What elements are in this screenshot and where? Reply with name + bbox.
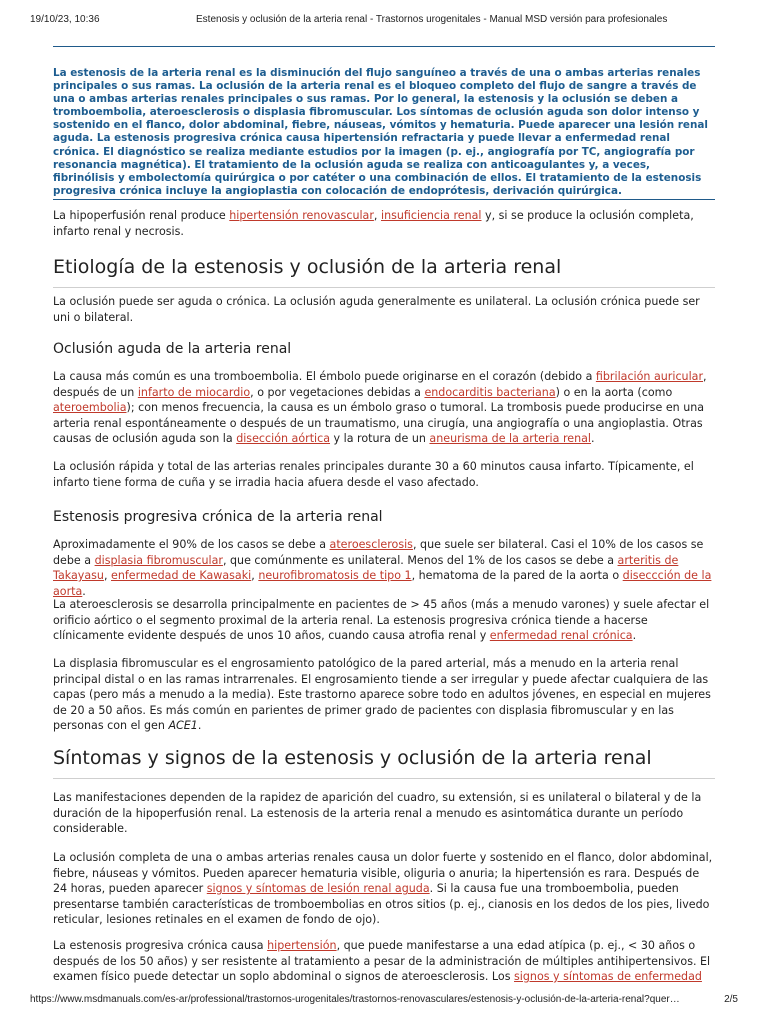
link-enfermedad-kawasaki[interactable]: enfermedad de Kawasaki xyxy=(111,569,252,582)
text: ) o en la aorta (como xyxy=(555,385,673,399)
text: y, si se produce la oclusión completa, infarto renal y necrosis. xyxy=(53,209,694,238)
oclusion-aguda-infarto xyxy=(53,459,715,490)
text: , xyxy=(103,569,112,582)
text: La ateroesclerosis se desarrolla principalmente en pacientes de > 45 años (más a menudo varones) y suele afectar el orificio aórtico o el segmento proximal de la arteria renal. La estenosis progresiva crónica tiende a hacerse clínicamente evidente después de unos 10 años, cuando causa atrofia renal y xyxy=(53,598,710,642)
text: . xyxy=(197,719,202,732)
section-sintomas xyxy=(53,746,715,779)
link-enfermedad-renal-cronica[interactable]: enfermedad renal crónica xyxy=(489,629,633,642)
displasia-paragraph xyxy=(53,656,715,734)
gene-name: ACE1 xyxy=(168,719,198,732)
link-ateroembolia[interactable]: ateroembolia xyxy=(53,401,127,414)
paragraph: La oclusión rápida y total de las arterias renales principales durante 30 a 60 minutos causa infarto. Típicamente, el infarto tiene forma de cuña y se irradia hacia afuera desde el vaso afectado. xyxy=(53,460,694,489)
intro-paragraph xyxy=(53,208,715,239)
link-hipertension-renovascular[interactable]: hipertensión renovascular xyxy=(229,209,374,222)
text: La displasia fibromuscular es el engrosamiento patológico de la pared arterial, más a menudo en la arteria renal principal distal o en las ramas intrarrenales. El engrosamiento tiende a ser irregular y puede afectar cualquiera de las capas (pero más a menudo a la media). Este trastorno aparece sobre todo en adultos jóvenes, en especial en mujeres de 20 a 50 años. Es más común en parientes de primer grado de pacientes con displasia fibromuscular y en las personas con el gen xyxy=(53,657,711,732)
text: , que suele ser bilateral. Casi el 10% de los casos se debe a xyxy=(53,538,704,567)
print-title: Estenosis y oclusión de la arteria renal - Trastornos urogenitales - Manual MSD versión para profesionales xyxy=(196,14,668,25)
text: La estenosis progresiva crónica causa xyxy=(53,939,268,952)
summary-text: La estenosis de la arteria renal es la disminución del flujo sanguíneo a través de una o ambas arterias renales principales o sus ramas. La oclusión de la arteria renal es el bloqueo completo del flujo de sangre a través de una o ambas arterias renales principales o sus ramas. Por lo general, la estenosis y la oclusión se deben a tromboembolia, ateroesclerosis o displasia fibromuscular. Los síntomas de oclusión aguda son dolor intenso y sostenido en el flanco, dolor abdominal, fiebre, náuseas, vómitos y hematuria. Puede aparecer una lesión renal aguda. La estenosis progresiva crónica causa hipertensión refractaria y puede llevar a enfermedad renal crónica. El diagnóstico se realiza mediante estudios por la imagen (p. ej., angiografía por TC, angiografía por resonancia magnética). El tratamiento de la oclusión aguda se realiza con anticoagulantes y, a veces, fibrinólisis y embolectomía quirúrgica o por catéter o una combinación de ellos. El tratamiento de la estenosis progresiva crónica incluye la angioplastia con colocación de endoprótesis, derivación quirúrgica. xyxy=(53,67,708,197)
sintomas-intro xyxy=(53,790,715,837)
link-displasia-fibromuscular[interactable]: displasia fibromuscular xyxy=(94,553,223,567)
ateroesclerosis-paragraph xyxy=(53,597,715,644)
link-aneurisma-arteria-renal[interactable]: aneurisma de la arteria renal xyxy=(429,432,592,445)
page-number: 2/5 xyxy=(724,994,738,1005)
text: La causa más común es una tromboembolia. El émbolo puede originarse en el corazón (debido a xyxy=(53,370,596,383)
paragraph: Las manifestaciones dependen de la rapidez de aparición del cuadro, su extensión, si es unilateral o bilateral y de la duración de la hipoperfusión renal. La estenosis de la arteria renal a menudo es asintomática durante un período considerable. xyxy=(53,791,702,835)
link-neurofibromatosis[interactable]: neurofibromatosis de tipo 1 xyxy=(258,569,412,582)
link-arteritis-takayasu[interactable]: arteritis de Takayasu xyxy=(53,553,679,582)
paragraph: La oclusión puede ser aguda o crónica. La oclusión aguda generalmente es unilateral. La oclusión crónica puede ser uni o bilateral. xyxy=(53,295,700,324)
link-infarto-miocardio[interactable]: infarto de miocardio xyxy=(137,385,251,399)
link-insuficiencia-renal[interactable]: insuficiencia renal xyxy=(380,209,482,222)
link-hipertension[interactable]: hipertensión xyxy=(267,939,337,952)
text: , hematoma de la pared de la aorta o xyxy=(411,569,623,582)
section-heading: Etiología de la estenosis y oclusión de la arteria renal xyxy=(53,255,715,288)
subsection-oclusion-aguda xyxy=(53,340,715,358)
estenosis-cronica-causas xyxy=(53,537,715,599)
link-signos-enfermedad[interactable]: signos y síntomas de enfermedad xyxy=(514,970,702,983)
text: ); con menos frecuencia, la causa es un émbolo graso o tumoral. La trombosis puede producirse en una arteria renal espontáneamente o después de un traumatismo, una cirugía, una angiografía o una angioplastia. Otras causas de oclusión aguda son la xyxy=(53,401,705,445)
subsection-heading: Estenosis progresiva crónica de la arteria renal xyxy=(53,509,383,525)
text: , o por vegetaciones debidas a xyxy=(250,385,425,399)
link-lesion-renal-aguda[interactable]: signos y síntomas de lesión renal aguda xyxy=(206,882,430,895)
oclusion-completa-paragraph xyxy=(53,850,715,928)
text: . xyxy=(82,584,86,598)
text: , después de un xyxy=(53,370,707,399)
text: . xyxy=(591,432,595,445)
link-diseccion-aortica[interactable]: disección aórtica xyxy=(236,432,331,445)
subsection-heading: Oclusión aguda de la arteria renal xyxy=(53,341,292,357)
subsection-estenosis-cronica xyxy=(53,508,715,526)
print-url: https://www.msdmanuals.com/es-ar/professional/trastornos-urogenitales/trastornos-renovasculares/estenosis-y-oclusión-de-la-arteria-renal?quer… xyxy=(30,994,680,1005)
text: Aproximadamente el 90% de los casos se debe a xyxy=(53,538,330,551)
text: . Si la causa fue una tromboembolia, pueden presentarse también características de tromboembolias en otros sitios (p. ej., cianosis en los dedos de los pies, livedo reticular, lesiones retinales en el examen de fondo de ojo). xyxy=(53,882,710,926)
text: La oclusión completa de una o ambas arterias renales causa un dolor fuerte y sostenido en el flanco, dolor abdominal, fiebre, náuseas y vómitos. Pueden aparecer hematuria visible, oliguria o anuria; la hipertensión es rara. Después de 24 horas, pueden aparecer xyxy=(53,851,713,895)
section-heading: Síntomas y signos de la estenosis y oclusión de la arteria renal xyxy=(53,746,715,779)
article-content xyxy=(53,46,715,983)
print-date: 19/10/23, 10:36 xyxy=(30,14,100,25)
link-fibrilacion-auricular[interactable]: fibrilación auricular xyxy=(595,370,704,383)
text: , que comúnmente es unilateral. Menos del 1% de los casos se debe a xyxy=(222,553,618,567)
estenosis-progresiva-paragraph xyxy=(53,938,715,988)
link-diseccion-aorta[interactable]: diseccción de la aorta xyxy=(53,569,712,598)
text: , xyxy=(373,209,381,222)
text: La hipoperfusión renal produce xyxy=(53,209,230,222)
summary-box xyxy=(53,46,715,200)
text: . xyxy=(632,629,637,642)
section-etiologia xyxy=(53,255,715,288)
etiologia-intro xyxy=(53,294,715,325)
text: y la rotura de un xyxy=(330,432,430,445)
text: , xyxy=(251,569,259,582)
text: , que puede manifestarse a una edad atípica (p. ej., < 30 años o después de los 50 años) y ser resistente al tratamiento a pesar de la administración de múltiples antihipertensivos. El examen físico puede detectar un soplo abdominal o signos de ateroesclerosis. Los xyxy=(53,939,711,983)
link-endocarditis-bacteriana[interactable]: endocarditis bacteriana xyxy=(424,385,556,399)
oclusion-aguda-causas xyxy=(53,369,715,447)
link-ateroesclerosis[interactable]: ateroesclerosis xyxy=(329,538,413,551)
